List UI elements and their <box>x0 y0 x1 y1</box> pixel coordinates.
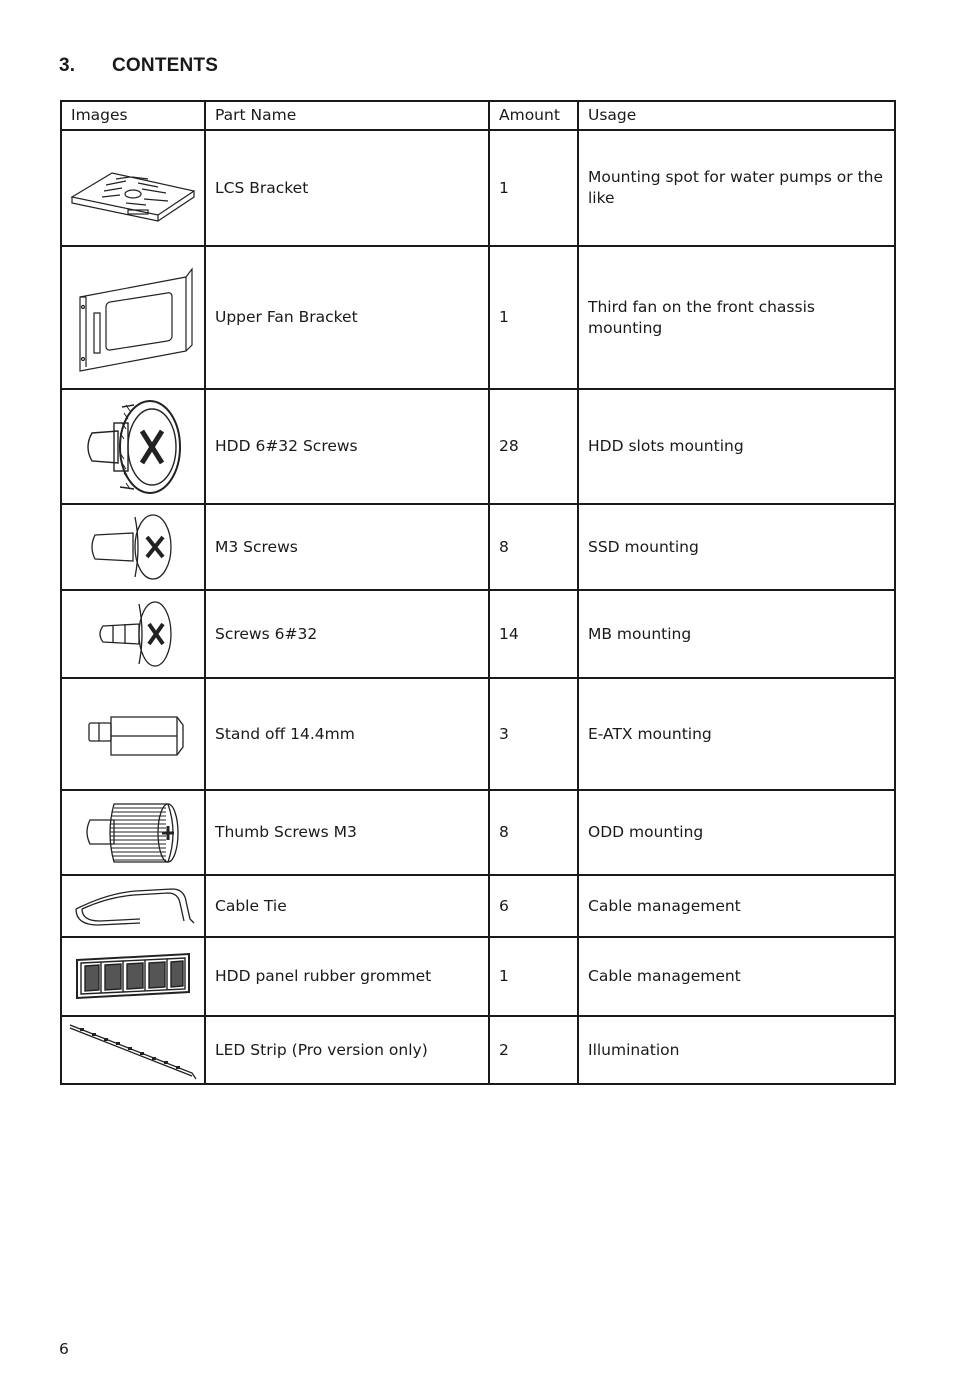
part-name: Screws 6#32 <box>205 590 489 678</box>
part-image-cell <box>61 389 205 504</box>
table-row <box>61 389 895 504</box>
part-usage: HDD slots mounting <box>578 389 895 504</box>
part-amount: 2 <box>489 1016 578 1084</box>
part-usage: Illumination <box>578 1016 895 1084</box>
part-name: HDD 6#32 Screws <box>205 389 489 504</box>
part-name: Thumb Screws M3 <box>205 790 489 875</box>
part-amount: 1 <box>489 937 578 1016</box>
part-usage: MB mounting <box>578 590 895 678</box>
table-row <box>61 246 895 389</box>
part-name: LED Strip (Pro version only) <box>205 1016 489 1084</box>
part-image-cell <box>61 590 205 678</box>
part-amount: 6 <box>489 875 578 937</box>
table-row <box>61 130 895 246</box>
cable-tie-icon <box>62 879 204 933</box>
part-image-cell <box>61 678 205 790</box>
table-row <box>61 678 895 790</box>
part-name: Stand off 14.4mm <box>205 678 489 790</box>
part-amount: 3 <box>489 678 578 790</box>
part-name: LCS Bracket <box>205 130 489 246</box>
table-row <box>61 937 895 1016</box>
table-row <box>61 875 895 937</box>
part-image-cell <box>61 130 205 246</box>
m3-screw-icon <box>62 511 204 583</box>
section-number: 3. <box>59 55 76 76</box>
part-image-cell <box>61 504 205 590</box>
part-amount: 1 <box>489 130 578 246</box>
part-image-cell <box>61 1016 205 1084</box>
contents-table <box>60 100 896 1085</box>
standoff-icon <box>62 709 204 759</box>
thumb-screw-icon <box>62 798 204 868</box>
part-usage: SSD mounting <box>578 504 895 590</box>
section-title: CONTENTS <box>112 55 219 76</box>
part-usage: E-ATX mounting <box>578 678 895 790</box>
part-image-cell <box>61 937 205 1016</box>
part-image-cell <box>61 790 205 875</box>
part-name: M3 Screws <box>205 504 489 590</box>
table-row <box>61 504 895 590</box>
part-name: Upper Fan Bracket <box>205 246 489 389</box>
part-amount: 8 <box>489 504 578 590</box>
table-row <box>61 790 895 875</box>
header-usage: Usage <box>578 101 895 130</box>
fan-bracket-icon <box>62 263 204 373</box>
part-usage: Mounting spot for water pumps or the like <box>578 130 895 246</box>
part-usage: ODD mounting <box>578 790 895 875</box>
part-image-cell <box>61 246 205 389</box>
part-usage: Cable management <box>578 875 895 937</box>
table-row <box>61 590 895 678</box>
part-amount: 8 <box>489 790 578 875</box>
table-row <box>61 1016 895 1084</box>
part-usage: Cable management <box>578 937 895 1016</box>
header-amount: Amount <box>489 101 578 130</box>
header-images: Images <box>61 101 205 130</box>
screw-6-32-icon <box>62 598 204 670</box>
page-number: 6 <box>59 1340 69 1358</box>
header-part-name: Part Name <box>205 101 489 130</box>
part-amount: 1 <box>489 246 578 389</box>
led-strip-icon <box>62 1019 204 1081</box>
hdd-screw-icon <box>62 397 204 497</box>
part-image-cell <box>61 875 205 937</box>
section-heading <box>59 55 218 77</box>
part-amount: 28 <box>489 389 578 504</box>
table-header-row <box>61 101 895 130</box>
part-usage: Third fan on the front chassis mounting <box>578 246 895 389</box>
part-name: HDD panel rubber grommet <box>205 937 489 1016</box>
part-amount: 14 <box>489 590 578 678</box>
lcs-bracket-icon <box>62 153 204 223</box>
rubber-grommet-icon <box>62 950 204 1004</box>
part-name: Cable Tie <box>205 875 489 937</box>
